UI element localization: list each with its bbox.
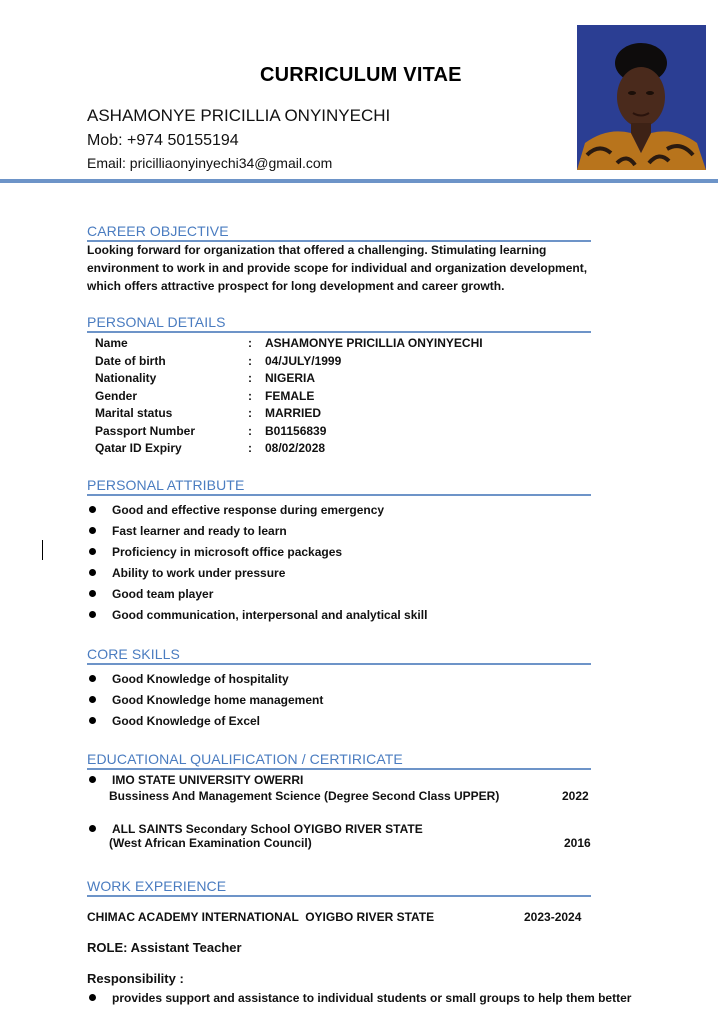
candidate-name: ASHAMONYE PRICILLIA ONYINYECHI (87, 106, 391, 125)
bullet-icon (89, 776, 96, 783)
bullet-icon (89, 675, 96, 682)
detail-colon: : (248, 441, 252, 455)
personal-details-rule (87, 331, 591, 333)
education-detail: (West African Examination Council) (109, 836, 312, 850)
detail-row-name (95, 336, 483, 354)
list-item-text: Good Knowledge of Excel (112, 713, 261, 728)
detail-value: MARRIED (265, 406, 321, 420)
portrait-image (577, 25, 706, 170)
bullet-icon (89, 825, 96, 832)
list-item (87, 689, 323, 710)
job-role: ROLE: Assistant Teacher (87, 940, 242, 955)
bullet-icon (89, 569, 96, 576)
bullet-icon (89, 717, 96, 724)
core-skills-list (87, 668, 323, 731)
detail-row-qatar-id (95, 441, 483, 459)
list-item-text: Good and effective response during emergency (112, 502, 385, 517)
detail-label: Passport Number (95, 423, 196, 438)
work-experience-rule (87, 895, 591, 897)
detail-value: 04/JULY/1999 (265, 353, 342, 368)
core-skills-heading: CORE SKILLS (87, 646, 180, 662)
education-school: IMO STATE UNIVERSITY OWERRI (112, 772, 304, 787)
list-item (87, 710, 323, 731)
personal-attribute-heading: PERSONAL ATTRIBUTE (87, 477, 245, 493)
employment-years: 2023-2024 (524, 910, 582, 924)
list-item-text: Fast learner and ready to learn (112, 523, 287, 538)
detail-colon: : (248, 353, 252, 368)
text-cursor (42, 540, 43, 560)
responsibility-list (87, 989, 631, 1006)
list-item (87, 562, 427, 583)
personal-details-table (95, 336, 483, 459)
profile-photo (577, 25, 706, 170)
detail-row-passport (95, 424, 483, 442)
email-address: Email: pricilliaonyinyechi34@gmail.com (87, 155, 333, 171)
list-item (87, 989, 631, 1006)
career-objective-line: environment to work in and provide scope for individual and organization development, (87, 261, 588, 275)
detail-value: NIGERIA (265, 371, 316, 385)
detail-colon: : (248, 336, 252, 350)
list-item (87, 499, 427, 520)
career-objective-text (87, 241, 627, 295)
bullet-icon (89, 994, 96, 1001)
detail-value: ASHAMONYE PRICILLIA ONYINYECHI (265, 336, 483, 350)
list-item (87, 604, 427, 625)
bullet-icon (89, 611, 96, 618)
detail-colon: : (248, 406, 252, 420)
responsibility-label: Responsibility : (87, 971, 184, 986)
detail-row-marital-status (95, 406, 483, 424)
education-entry (87, 820, 423, 837)
detail-label: Gender (95, 388, 138, 403)
detail-value: FEMALE (265, 388, 315, 403)
bullet-icon (89, 527, 96, 534)
personal-details-heading: PERSONAL DETAILS (87, 314, 226, 330)
personal-attribute-rule (87, 494, 591, 496)
detail-label: Nationality (95, 371, 157, 385)
core-skills-rule (87, 663, 591, 665)
detail-colon: : (248, 388, 252, 403)
list-item-text: Good communication, interpersonal and analytical skill (112, 607, 428, 622)
list-item (87, 583, 427, 604)
personal-attribute-list (87, 499, 427, 625)
detail-label: Date of birth (95, 353, 166, 368)
bullet-icon (89, 696, 96, 703)
list-item-text: Good team player (112, 586, 214, 601)
list-item (87, 668, 323, 689)
list-item-text: Good Knowledge of hospitality (112, 671, 289, 686)
list-item (87, 541, 427, 562)
education-year: 2016 (564, 836, 591, 850)
list-item (87, 520, 427, 541)
career-objective-heading: CAREER OBJECTIVE (87, 223, 229, 239)
list-item-text: provides support and assistance to individual students or small groups to help them better (112, 990, 632, 1005)
detail-colon: : (248, 371, 252, 385)
detail-colon: : (248, 423, 252, 438)
mobile-number: Mob: +974 50155194 (87, 132, 239, 149)
education-school-row (87, 771, 303, 788)
detail-value: 08/02/2028 (265, 441, 326, 455)
header-divider (0, 179, 718, 183)
education-rule (87, 768, 591, 770)
list-item-text: Ability to work under pressure (112, 565, 286, 580)
list-item-text: Proficiency in microsoft office packages (112, 544, 343, 559)
document-title: CURRICULUM VITAE (260, 64, 462, 86)
career-objective-line: Looking forward for organization that offered a challenging. Stimulating learning (87, 243, 547, 257)
bullet-icon (89, 506, 96, 513)
education-detail: Bussiness And Management Science (Degree Second Class UPPER) (109, 789, 500, 803)
career-objective-line: which offers attractive prospect for long development and career growth. (87, 279, 505, 293)
bullet-icon (89, 548, 96, 555)
detail-label: Name (95, 336, 128, 350)
detail-row-gender (95, 389, 483, 407)
education-heading: EDUCATIONAL QUALIFICATION / CERTIRICATE (87, 751, 403, 767)
education-school-row (87, 820, 423, 837)
detail-row-nationality (95, 371, 483, 389)
list-item-text: Good Knowledge home management (112, 692, 324, 707)
education-school: ALL SAINTS Secondary School OYIGBO RIVER STATE (112, 821, 423, 836)
detail-label: Qatar ID Expiry (95, 441, 182, 455)
employer-name: CHIMAC ACADEMY INTERNATIONAL OYIGBO RIVER STATE (87, 910, 435, 924)
education-year: 2022 (562, 789, 589, 803)
education-entry (87, 771, 303, 788)
detail-row-dob (95, 354, 483, 372)
detail-value: B01156839 (265, 423, 327, 438)
work-experience-heading: WORK EXPERIENCE (87, 878, 227, 894)
bullet-icon (89, 590, 96, 597)
detail-label: Marital status (95, 406, 173, 420)
